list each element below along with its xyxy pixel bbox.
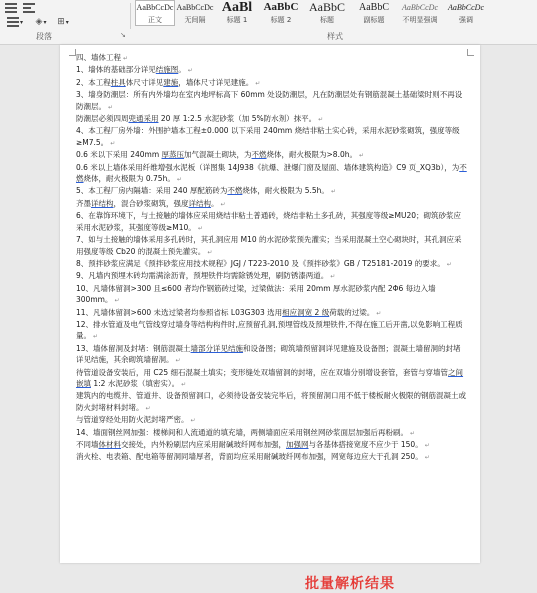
paragraph-text: 烧体，耐火极限为 5.5h。 <box>242 186 329 196</box>
paragraph-text: 6、在靠饰环境下，与土接触的墙体应采用烧结非粘土普通砖，烧结非粘土多孔砖，其强度等级≥MU20；砌筑砂浆应采用水泥砂浆，其强度等级≥M10。 <box>76 211 462 232</box>
margin-corner-mark <box>69 49 76 56</box>
style-sample: AaBbCcDc <box>176 3 214 12</box>
paragraph-mark-icon: ↵ <box>255 79 261 87</box>
style-normal[interactable] <box>135 0 175 26</box>
hyperlink-text[interactable]: 之间嵌填 <box>76 367 464 388</box>
paragraph-text: 2、本工程 <box>76 77 111 87</box>
paragraph <box>76 283 468 307</box>
paragraph <box>76 113 468 125</box>
paragraph-mark-icon: ↵ <box>176 176 182 184</box>
paragraph <box>76 414 468 426</box>
document-canvas[interactable] <box>0 45 537 592</box>
hyperlink-text[interactable]: 体材料 <box>98 440 121 449</box>
paragraph-mark-icon: ↵ <box>446 260 452 268</box>
hyperlink-text[interactable]: 详结构 <box>91 198 114 208</box>
text-direction-button[interactable] <box>22 2 36 14</box>
line-spacing-button[interactable] <box>4 2 18 14</box>
paragraph <box>76 270 468 282</box>
paragraph <box>76 198 468 210</box>
chevron-down-icon: ▾ <box>43 18 47 26</box>
hyperlink-text[interactable]: 兜通采用 <box>128 114 159 124</box>
style-name: 标题 1 <box>226 16 248 24</box>
style-sample: AaBbC <box>309 0 345 14</box>
style-name: 无间隔 <box>184 16 206 24</box>
paragraph-text: ，混合砂浆砌筑，强度 <box>113 198 189 208</box>
paragraph-mark-icon: ↵ <box>175 357 181 365</box>
style-name: 标题 <box>320 16 334 24</box>
paragraph <box>76 210 468 234</box>
paragraph-mark-icon: ↵ <box>145 404 151 412</box>
paragraph <box>76 64 468 76</box>
style-name: 正文 <box>148 16 162 24</box>
style-name: 标题 2 <box>270 16 292 24</box>
paragraph-text: 0.6 米以上墙体采用纤维增强水泥板（详图集 14J938《抗爆、泄爆门窗及屋面、墙体建筑构造》C9 页_XQ3b），为 <box>76 162 460 172</box>
styles-group-label: 样式 <box>327 32 343 41</box>
paragraph-mark-icon: ↵ <box>424 454 430 462</box>
paragraph-mark-icon: ↵ <box>318 116 324 124</box>
paragraph-text: 5、本工程厂房内隔墙：采用 240 厚配筋砖为 <box>76 186 228 196</box>
paragraph-mark-icon: ↵ <box>93 333 99 341</box>
document-body[interactable] <box>76 52 468 464</box>
paragraph <box>76 149 468 161</box>
paragraph-text: 四、墙体工程 <box>76 53 121 62</box>
paragraph-text: 4、本工程厂房外墙：外围护墙本工程±0.000 以下采用 240mm 烧结非粘土实心砖，采用水泥砂浆砌筑，强度等级≥M7.5。 <box>76 126 460 147</box>
paragraph <box>76 439 468 451</box>
chevron-down-icon: ▾ <box>65 18 69 26</box>
paragraph-mark-icon: ↵ <box>358 152 365 160</box>
paragraph <box>76 77 468 89</box>
paragraph-text: ，墙体尺寸详见建施。 <box>178 77 254 87</box>
hyperlink-text[interactable]: 不燃 <box>251 150 267 160</box>
hyperlink-text[interactable]: 柱具 <box>110 77 126 87</box>
borders-button[interactable] <box>54 16 72 28</box>
paragraph-mark-icon: ↵ <box>114 297 120 305</box>
paragraph-text: 14、墙面钢丝网加强：楼梯间和人流通道的填充墙，两侧墙面应采用钢丝网砂浆面层加强后再粉刷。 <box>76 427 409 437</box>
paragraph-text: 待管道设备安装后，用 C25 细石混凝土填实；变形缝处双墙留洞的封堵，应在双墙分别增设套管，套管与穿墙管 <box>76 367 449 377</box>
paragraph <box>76 343 468 367</box>
hyperlink-text[interactable]: 不燃 <box>76 162 467 184</box>
text-direction-icon <box>23 3 35 13</box>
hyperlink-text[interactable]: 相应洞宽 2 级 <box>282 307 330 317</box>
style-name: 强调 <box>459 16 473 24</box>
paragraph <box>76 427 468 439</box>
paragraph-mark-icon: ↵ <box>376 309 382 317</box>
hyperlink-text[interactable]: 不燃 <box>227 186 243 196</box>
paragraph-text: 不同墙 <box>76 440 99 449</box>
paragraph <box>76 125 468 149</box>
dialog-launcher-icon[interactable]: ↘ <box>120 31 126 39</box>
paragraph <box>76 319 468 343</box>
paragraph-text: 防潮层必须四周 <box>76 114 129 124</box>
paragraph-text: 3、墙身防潮层：所有内外墙均在室内地坪标高下 60mm 处设防潮层，凡在防潮层处有钢筋混凝土基础梁时则不再设防潮层。 <box>76 90 463 111</box>
paragraph-text: 体尺寸详见 <box>125 77 164 87</box>
section-heading <box>76 52 468 64</box>
shading-button[interactable] <box>32 16 50 28</box>
paragraph-mark-icon: ↵ <box>110 139 116 147</box>
hyperlink-text[interactable]: 加强网 <box>286 440 309 449</box>
paragraph <box>76 451 468 463</box>
paragraph-text: 11、凡墙体留洞>600 未选过梁者均参照省标 L03G303 选用 <box>76 307 283 317</box>
paragraph <box>76 390 468 414</box>
borders-icon: ⊞ <box>57 17 65 27</box>
paragraph-text: 烧体，耐火极限为>8.0h。 <box>266 150 357 160</box>
paragraph-text: 荷载的过梁。 <box>329 307 375 317</box>
list-button[interactable] <box>5 16 25 28</box>
paragraph-mark-icon: ↵ <box>207 248 213 256</box>
paragraph-text: 齐墨 <box>76 198 91 208</box>
paragraph <box>76 162 468 186</box>
paragraph-mark-icon: ↵ <box>123 55 129 62</box>
hyperlink-text[interactable]: 详结构 <box>188 198 211 208</box>
paragraph-text: 20 厚 1:2.5 水泥砂浆（加 5%防水剂）抹平。 <box>158 114 317 124</box>
paragraph-text: 加气混凝土砌块，为 <box>184 150 252 160</box>
paragraph-mark-icon: ↵ <box>330 273 336 281</box>
paint-bucket-icon: ◈ <box>35 17 43 27</box>
paragraph-group-label: 段落 <box>36 32 52 41</box>
paragraph-text: 1、墙体的基础部分详见 <box>76 65 156 75</box>
paragraph-mark-icon: ↵ <box>424 442 430 449</box>
ribbon <box>0 0 537 45</box>
paragraph-text: 8、预拌砂浆应满足《预拌砂浆应用技术规程》JGJ / T223-2010 及《预拌砂浆》GB / T25181-2019 的要求。 <box>76 258 445 268</box>
paragraph-text: 与管道穿经处用防火泥封堵严密。 <box>76 415 189 425</box>
paragraph-text: 建筑内的电缆井、管道井、设备预留洞口，必须待设备安装完毕后，将预留洞口用不低于楼板耐火极限的钢筋混凝土或防火封堵材料封堵。 <box>76 391 466 412</box>
paragraph-text: 13、墙体留洞及封堵：钢筋混凝土 <box>76 343 191 353</box>
style-title[interactable] <box>303 0 351 26</box>
paragraph-mark-icon: ↵ <box>330 188 336 196</box>
paragraph-text: 和设备图；砌筑墙预留洞详见建施及设备图；混凝土墙留洞的封堵详见结施，其余砌筑墙留洞。 <box>76 343 461 365</box>
paragraph-text: 10、凡墙体留洞>300 且≤600 者均作钢筋砖过梁，过梁做法：采用 20mm 厚水泥砂浆内配 2Φ6 每边入墙 300mm。 <box>76 283 436 305</box>
paragraph-text: 交接处，内外粉刷层内应采用耐碱玻纤网布加强， <box>121 440 286 449</box>
paragraph-text: 。 <box>178 65 186 75</box>
overlay-caption: 批量解析结果 <box>305 576 395 592</box>
style-sample: AaBbCcDc <box>448 3 484 12</box>
chevron-down-icon: ▾ <box>19 18 23 26</box>
hyperlink-text[interactable]: 墙部分详见结施 <box>190 343 244 353</box>
styles-gallery <box>135 0 535 26</box>
document-page[interactable] <box>60 45 480 563</box>
paragraph-text: 0.6 米以下采用 240mm <box>76 150 162 160</box>
paragraph <box>76 367 468 391</box>
line-spacing-icon <box>5 3 17 13</box>
paragraph-mark-icon: ↵ <box>190 417 196 425</box>
paragraph <box>76 234 468 258</box>
paragraph-text: 与各基体搭接宽度不应少于 150。 <box>308 440 423 449</box>
hyperlink-text[interactable]: 结施图 <box>155 65 179 75</box>
style-emphasis[interactable] <box>443 0 489 26</box>
style-sample: AaBbC <box>359 2 389 13</box>
paragraph-text: 12、排水管道及电气管线穿过墙身等结构构件时,应预留孔洞,预埋管线及预埋铁件,不得在施工后开凿,以免影响工程质量。 <box>76 319 463 341</box>
paragraph <box>76 307 468 319</box>
paragraph-text: 1:2 水泥砂浆（填密实）。 <box>91 378 180 388</box>
paragraph-text: 。 <box>211 198 219 208</box>
paragraph-mark-icon: ↵ <box>108 103 114 111</box>
paragraph <box>76 185 468 197</box>
paragraph <box>76 258 468 270</box>
hyperlink-text[interactable]: 厚蒸压 <box>161 150 185 160</box>
style-heading-1[interactable] <box>215 0 259 26</box>
paragraph-text: 7、如与土接触的墙体采用多孔砖时，其孔洞应用 M10 的水泥砂浆预先灌实；当采用混凝土空心砌块时，其孔洞应采用强度等级 Cb20 的混凝土预先灌实。 <box>76 235 462 256</box>
style-sample: AaBl <box>221 0 253 15</box>
margin-corner-mark <box>467 49 474 56</box>
style-heading-2[interactable] <box>259 0 303 26</box>
style-sample: AaBbCcDc <box>136 3 174 12</box>
group-divider <box>130 3 131 29</box>
paragraph-mark-icon: ↵ <box>410 429 416 437</box>
paragraph <box>76 89 468 113</box>
hyperlink-text[interactable]: 建施 <box>163 77 179 87</box>
style-name: 副标题 <box>363 16 385 24</box>
paragraph-mark-icon: ↵ <box>220 200 226 208</box>
paragraph-text: 消火栓、电表箱、配电箱等留洞同墙厚者，背面均应采用耐碱玻纤网布加强，网宽每边应大于孔洞 250。 <box>76 452 423 462</box>
style-no-spacing[interactable] <box>175 0 215 26</box>
bullet-list-icon <box>7 17 19 27</box>
style-sample: AaBbCcDc <box>402 3 438 12</box>
paragraph-mark-icon: ↵ <box>181 380 187 388</box>
style-subtle-emphasis[interactable] <box>397 0 443 26</box>
style-name: 不明显强调 <box>402 16 438 24</box>
style-sample: AaBbC <box>263 1 299 13</box>
style-subtitle[interactable] <box>351 0 397 26</box>
paragraph-text: 烧体，耐火极限为 0.75h。 <box>83 174 175 184</box>
paragraph-mark-icon: ↵ <box>187 67 193 75</box>
paragraph-text: 9、凡墙内预埋木砖均需满涂沥青，预埋铁件均需除锈处理，刷防锈漆两道。 <box>76 271 329 281</box>
paragraph-mark-icon: ↵ <box>197 224 203 232</box>
